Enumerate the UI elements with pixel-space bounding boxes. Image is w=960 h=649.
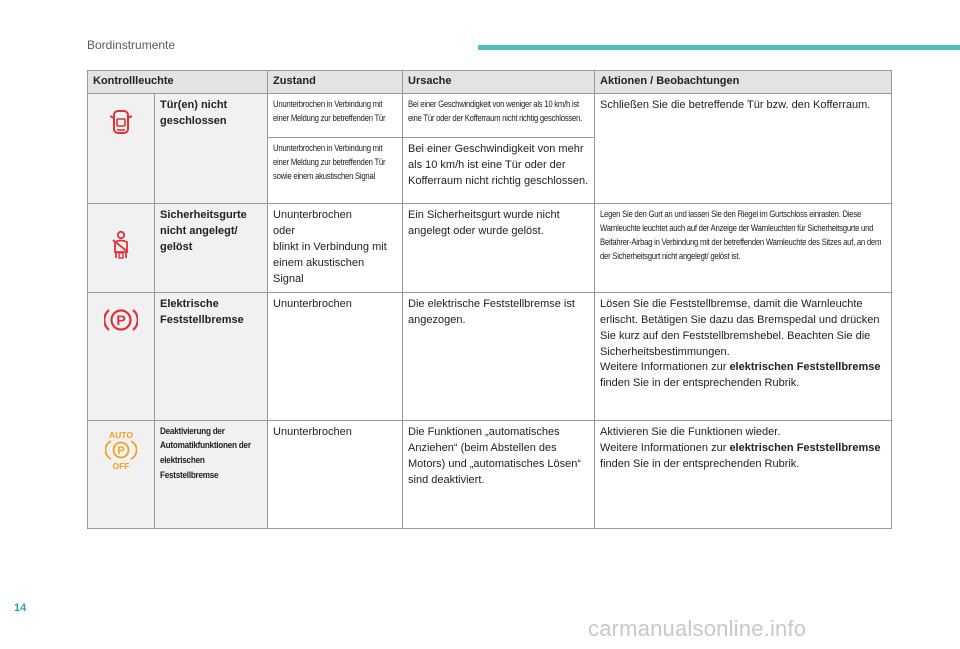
action-text: Legen Sie den Gurt an und lassen Sie den Riegel im Gurtschloss einrasten. Diese Warnleuchte leuchtet auch auf der Anzeige der Warnleuchten für Sicherheitsgurte und Beifahrer-Airbag in Verbindung mit der betreffenden Warnleuchte des Sitzes auf, an dem der Sicherheitsgurt nicht angelegt/ gelöst ist. — [600, 209, 882, 261]
action-cell: Schließen Sie die betreffende Tür bzw. den Kofferraum. — [595, 94, 892, 204]
warning-name: Deaktivierung der Automatikfunktionen der elektrischen Feststellbremse — [160, 425, 251, 481]
action-more-link-text: elektrischen Feststellbremse — [729, 361, 881, 374]
state-cell: Ununterbrochen oder blinkt in Verbindung mit einem akustischen Signal — [268, 204, 403, 293]
cause-cell — [403, 94, 595, 138]
seatbelt-warning-icon — [110, 230, 132, 260]
table-row — [88, 204, 892, 293]
table-row — [88, 94, 892, 138]
state-cell — [268, 138, 403, 204]
icon-p-label: P — [117, 444, 125, 457]
table-row — [88, 420, 892, 528]
warning-name: Elektrische Feststellbremse — [155, 292, 268, 420]
table-header-row — [88, 71, 892, 94]
state-cell — [268, 94, 403, 138]
warning-lights-table — [87, 70, 892, 529]
state-text: Ununterbrochen in Verbindung mit einer Meldung zur betreffenden Tür — [273, 99, 386, 123]
icon-cell — [88, 292, 155, 420]
icon-cell — [88, 204, 155, 293]
column-header-actions: Aktionen / Beobachtungen — [595, 71, 892, 94]
action-text: Lösen Sie die Feststellbremse, damit die Warnleuchte erlischt. Betätigen Sie dazu das Bremspedal und drücken Sie kurz auf den Feststellbremshebel. Beachten Sie die Sicherheitsbestimmungen. — [600, 297, 880, 358]
cause-cell: Bei einer Geschwindigkeit von mehr als 10 km/h ist eine Tür oder der Kofferraum nicht richtig geschlossen. — [403, 138, 595, 204]
state-cell: Ununterbrochen — [268, 292, 403, 420]
icon-cell — [88, 94, 155, 204]
column-header-warning-light: Kontrollleuchte — [88, 71, 268, 94]
state-cell: Ununterbrochen — [268, 420, 403, 528]
warning-name: Sicherheitsgurte nicht angelegt/ gelöst — [155, 204, 268, 293]
page-number: 14 — [14, 602, 27, 614]
action-more-suffix: finden Sie in der entsprechenden Rubrik. — [600, 377, 800, 390]
action-more-prefix: Weitere Informationen zur — [600, 441, 730, 454]
watermark: carmanualsonline.info — [588, 616, 807, 641]
section-title: Bordinstrumente — [87, 38, 176, 52]
action-cell — [595, 420, 892, 528]
column-header-cause: Ursache — [403, 71, 595, 94]
action-cell — [595, 292, 892, 420]
cause-cell: Ein Sicherheitsgurt wurde nicht angelegt oder wurde gelöst. — [403, 204, 595, 293]
icon-cell — [88, 420, 155, 528]
svg-text:P: P — [116, 311, 126, 328]
cause-text: Bei einer Geschwindigkeit von weniger als 10 km/h ist eine Tür oder der Kofferraum nicht richtig geschlossen. — [408, 99, 582, 123]
icon-off-label: OFF — [112, 460, 130, 471]
column-header-state: Zustand — [268, 71, 403, 94]
warning-name: Tür(en) nicht geschlossen — [155, 94, 268, 204]
door-open-warning-icon — [110, 108, 132, 136]
action-more-link-text: elektrischen Feststellbremse — [729, 441, 881, 454]
warning-name-cell — [155, 420, 268, 528]
icon-auto-label: AUTO — [109, 429, 133, 440]
auto-parking-brake-off-icon — [105, 429, 137, 471]
state-text: Ununterbrochen in Verbindung mit einer Meldung zur betreffenden Tür sowie einem akustischen Signal — [273, 143, 386, 181]
action-more-suffix: finden Sie in der entsprechenden Rubrik. — [600, 457, 800, 470]
cause-cell: Die elektrische Feststellbremse ist angezogen. — [403, 292, 595, 420]
parking-brake-icon — [104, 307, 138, 333]
action-more-prefix: Weitere Informationen zur — [600, 361, 730, 374]
header-accent-bar — [478, 45, 960, 50]
table-row — [88, 292, 892, 420]
action-cell — [595, 204, 892, 293]
cause-cell: Die Funktionen „automatisches Anziehen“ (beim Abstellen des Motors) und „automatisches Lösen“ sind deaktiviert. — [403, 420, 595, 528]
action-text: Aktivieren Sie die Funktionen wieder. — [600, 425, 781, 438]
